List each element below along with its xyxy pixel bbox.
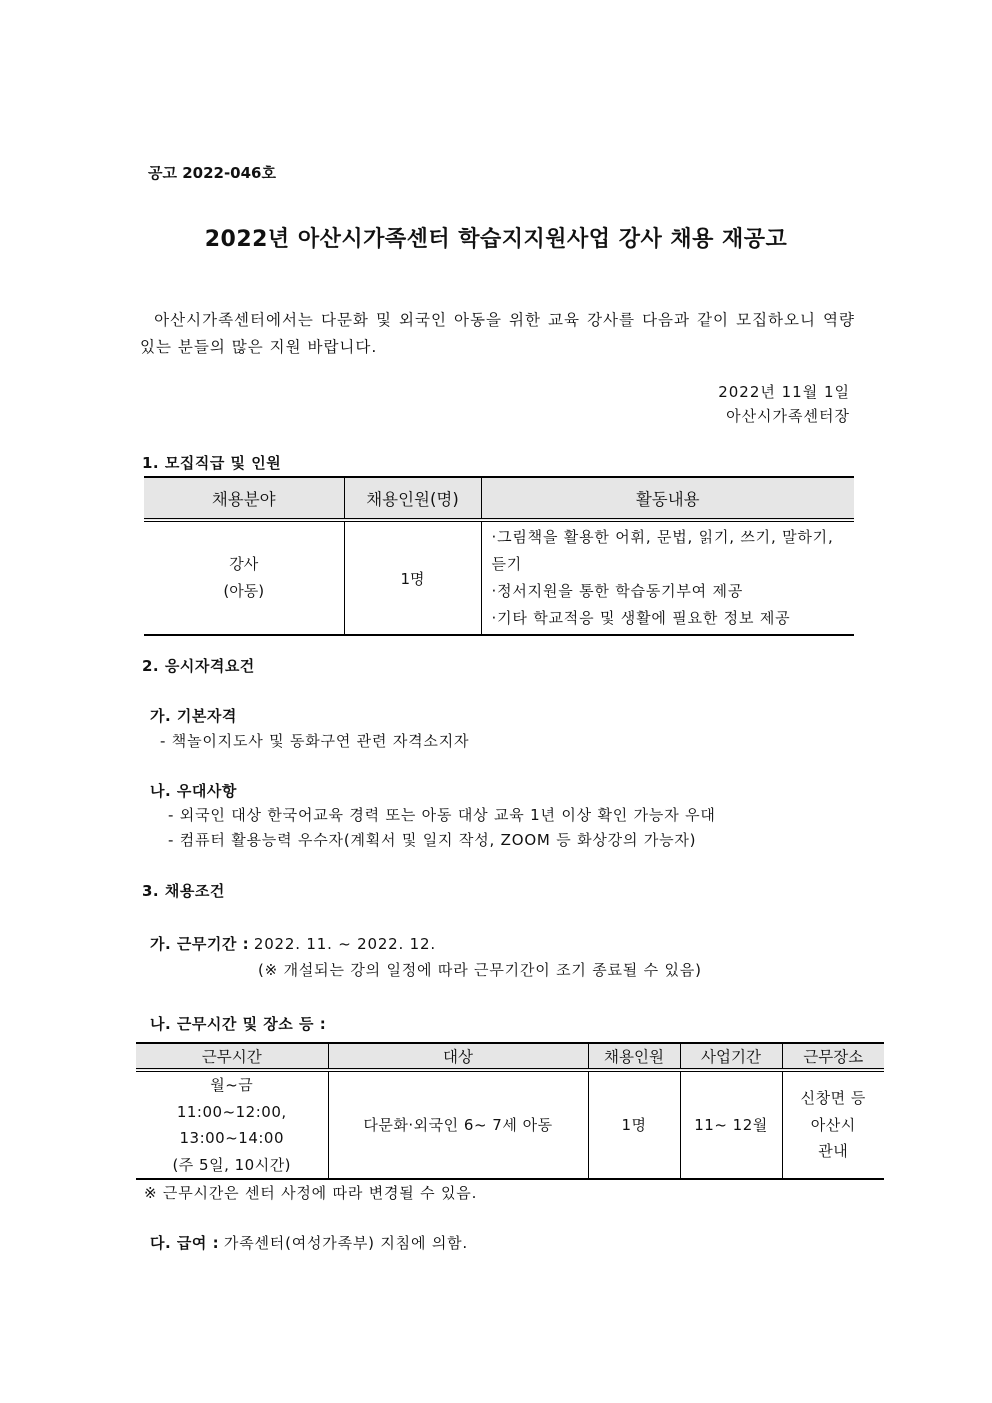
table-header-row: [136, 1043, 884, 1070]
date-block: [718, 380, 850, 428]
work-time-line: 월~금: [210, 1076, 254, 1094]
preferred-heading: 나. 우대사항: [150, 782, 237, 800]
work-place-line: 관내: [818, 1142, 849, 1161]
project-period-cell: 11~ 12월: [680, 1070, 782, 1179]
section1-heading: 1. 모집직급 및 인원: [142, 454, 282, 472]
work-period-note: (※ 개설되는 강의 일정에 따라 근무기간이 조기 종료될 수 있음): [258, 961, 702, 979]
notice-number: 공고 2022-046호: [148, 164, 276, 182]
column-header: 채용분야: [144, 477, 344, 520]
column-header: 근무시간: [136, 1043, 328, 1070]
intro-paragraph: [140, 307, 855, 361]
work-hours-note: ※ 근무시간은 센터 사정에 따라 변경될 수 있음.: [144, 1184, 478, 1202]
basic-qualification-heading: 가. 기본자격: [150, 707, 237, 725]
activity-item: ·그림책을 활용한 어휘, 문법, 읽기, 쓰기, 말하기, 듣기: [491, 528, 834, 573]
work-conditions-table: [136, 1042, 884, 1180]
preferred-item: - 컴퓨터 활용능력 우수자(계획서 및 일지 작성, ZOOM 등 화상강의 가능자): [168, 831, 697, 849]
work-time-line: 11:00~12:00,: [176, 1102, 287, 1121]
work-place-line: 아산시: [810, 1115, 856, 1134]
column-header: 대상: [328, 1043, 588, 1070]
section3-heading: 3. 채용조건: [142, 882, 225, 900]
field-cell: [144, 520, 344, 635]
pay-value: 가족센터(여성가족부) 지침에 의함.: [223, 1234, 468, 1252]
work-place-cell: [782, 1070, 884, 1179]
target-cell: 다문화·외국인 6~ 7세 아동: [328, 1070, 588, 1179]
work-place-line: 신창면 등: [800, 1089, 866, 1108]
table-row: [136, 1070, 884, 1179]
pay-label: 다. 급여 :: [150, 1234, 220, 1252]
column-header: 채용인원: [588, 1043, 680, 1070]
section2-heading: 2. 응시자격요건: [142, 657, 255, 675]
count-cell: 1명: [344, 520, 481, 635]
count-cell: 1명: [588, 1070, 680, 1179]
table-row: [144, 520, 854, 635]
work-time-cell: [136, 1070, 328, 1179]
column-header: 채용인원(명): [344, 477, 481, 520]
activity-item: ·기타 학교적응 및 생활에 필요한 정보 제공: [491, 609, 791, 627]
work-time-line: (주 5일, 10시간): [172, 1155, 292, 1174]
work-period-line: [150, 933, 436, 954]
pay-line: [150, 1232, 468, 1253]
issue-date: 2022년 11월 1일: [718, 383, 850, 401]
table-header-row: [144, 477, 854, 520]
page-title: 2022년 아산시가족센터 학습지지원사업 강사 채용 재공고: [204, 227, 788, 252]
field-line: (아동): [223, 582, 265, 600]
work-time-line: 13:00~14:00: [179, 1129, 285, 1147]
column-header: 사업기간: [680, 1043, 782, 1070]
issuer: 아산시가족센터장: [726, 407, 850, 425]
activity-item: ·정서지원을 통한 학습동기부여 제공: [491, 582, 744, 600]
column-header: 활동내용: [481, 477, 854, 520]
activities-cell: [481, 520, 854, 635]
work-hours-heading: 나. 근무시간 및 장소 등 :: [150, 1015, 327, 1033]
column-header: 근무장소: [782, 1043, 884, 1070]
recruitment-table: [144, 476, 854, 636]
preferred-item: - 외국인 대상 한국어교육 경력 또는 아동 대상 교육 1년 이상 확인 가능자 우대: [168, 806, 716, 824]
intro-text: 아산시가족센터에서는 다문화 및 외국인 아동을 위한 교육 강사를 다음과 같이 모집하오니 역량 있는 분들의 많은 지원 바랍니다.: [140, 311, 855, 356]
work-period-label: 가. 근무기간 :: [150, 935, 250, 953]
field-line: 강사: [229, 555, 259, 573]
work-period-value: 2022. 11. ~ 2022. 12.: [253, 935, 436, 953]
basic-qualification-item: - 책놀이지도사 및 동화구연 관련 자격소지자: [160, 732, 470, 750]
